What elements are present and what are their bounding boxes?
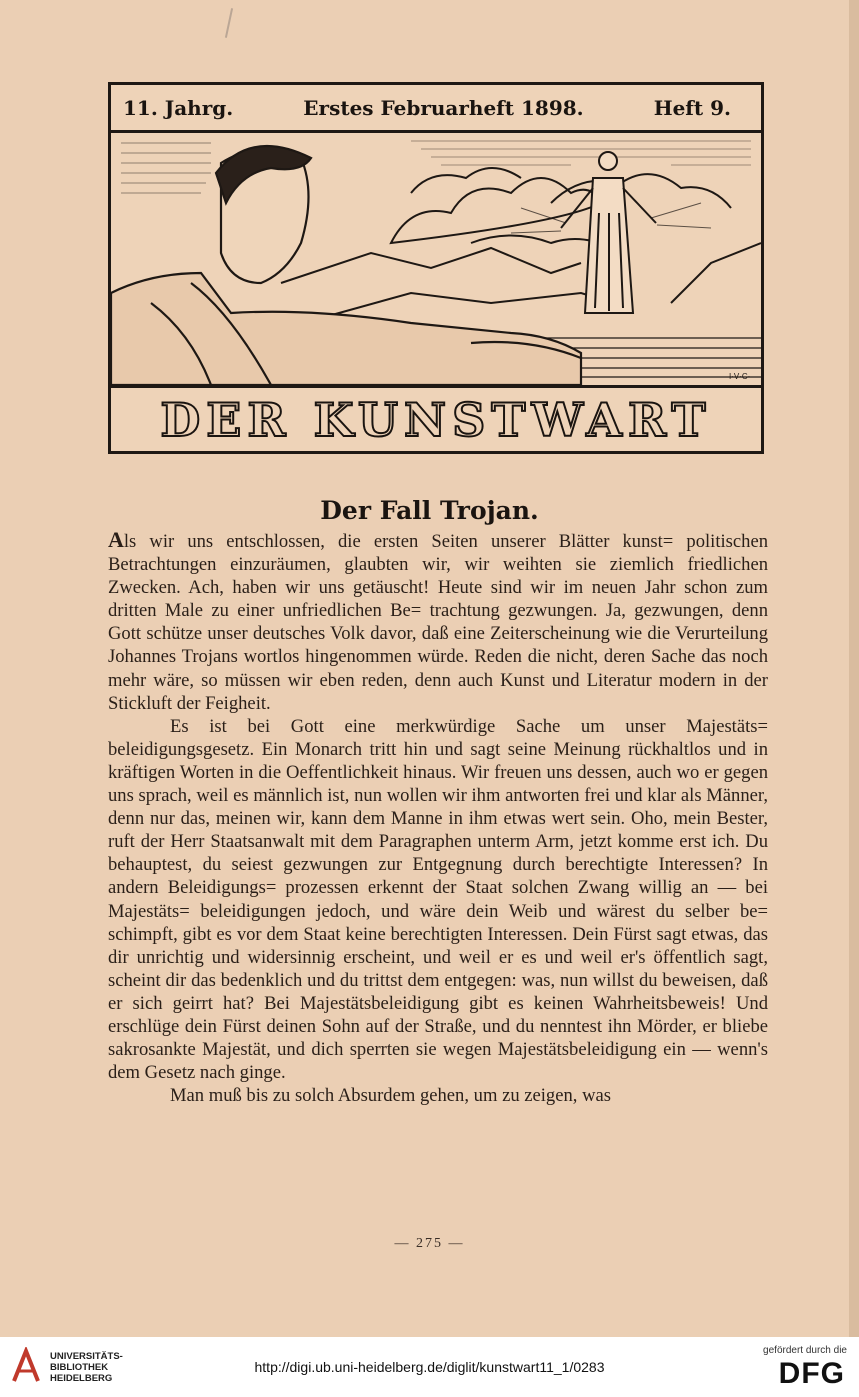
page-number: — 275 — [394, 1236, 465, 1251]
artist-mark: I·V·C· [729, 372, 751, 381]
funding-note: gefördert durch die [763, 1345, 847, 1356]
paragraph-1-text: ls wir uns entschlossen, die ersten Seiten unserer Blätter kunst= politischen Betrachtungen einzuräumen, glaubten wir, wir weihten sie ziemlich friedlichen Zwecken. Ach, haben wir uns getäuscht! Heute sind wir im neuen Jahr schon zum dritten Male zu einer unfriedlichen Be= trachtung gezwungen. Ja, gezwungen, denn Gott schütze unser deutsches Volk davor, daß eine Zeiterscheinung wie die Verurteilung Johannes Trojans wortlos hingenommen würde. Reden die nicht, deren Sache das noch mehr wäre, so müssen wir eben reden, denn auch Kunst und Literatur modern in der Stickluft der Feigheit. [108, 531, 768, 714]
institution-line-2: BIBLIOTHEK [50, 1362, 109, 1373]
paragraph-1 [108, 528, 768, 715]
institution-line-1: UNIVERSITÄTS- [50, 1351, 123, 1362]
volume-label: 11. Jahrg. [123, 95, 234, 120]
journal-title-band [111, 385, 761, 451]
illustration-drawing [111, 133, 761, 385]
footer-bar [0, 1337, 859, 1397]
permalink-url[interactable]: http://digi.ub.uni-heidelberg.de/diglit/kunstwart11_1/0283 [254, 1359, 605, 1375]
journal-title: DER KUNSTWART [160, 392, 712, 447]
issue-number: Heft 9. [653, 95, 731, 120]
article-title: Der Fall Trojan. [320, 496, 539, 525]
dfg-logo: DFG [778, 1357, 845, 1390]
paragraph-3: Man muß bis zu solch Absurdem gehen, um zu zeigen, was [170, 1085, 611, 1107]
scan-edge [849, 0, 859, 1337]
masthead [108, 82, 764, 454]
article-body [108, 528, 768, 1107]
issue-title: Erstes Februarheft 1898. [303, 95, 584, 120]
masthead-header [111, 85, 761, 133]
drop-initial: A [108, 527, 124, 552]
institution-line-3: HEIDELBERG [50, 1373, 113, 1384]
pencil-mark [225, 8, 233, 38]
paragraph-2: Es ist bei Gott eine merkwürdige Sache um unser Majestäts= beleidigungsgesetz. Ein Monarch tritt hin und sagt seine Meinung rückhaltlos und in kräftigen Worten in die Oeffentlichkeit hinaus. Wir freuen uns dessen, auch wo er gegen uns sprach, weil es männlich ist, nun wollen wir ihm antworten frei und klar als Männer, denn nur das, meinen wir, kann dem Manne in ihm etwas wert sein. Oho, mein Bester, ruft der Herr Staatsanwalt mit dem Paragraphen unterm Arm, jetzt komme erst ich. Du behauptest, du seiest gezwungen zur Entgegnung durch berechtigte Interessen? In andern Beleidigungs= prozessen erkennt der Staat solchen Zwang willig an — bei Majestäts= beleidigungen jedoch, und wäre dein Weib und wärest du selber be= schimpft, gibt es vor dem Staat keine berechtigten Interessen. Dein Fürst sagt etwas, das dir unrichtig und widersinnig erscheint, und weil er es und weil er's öffentlich sagt, scheint dir das bedenklich und du trittst dem entgegen: was, nun willst du beweisen, daß er sich geirrt hat? Bei Majestätsbeleidigung gibt es keinen Wahrheitsbeweis! Und erschlüge dein Fürst deinen Sohn auf der Straße, und du nenntest ihn Mörder, er bliebe sakrosankte Majestät, und dich sperrten sie wegen Majestätsbeleidigung ein — wenn's dem Gesetz nach ginge. [108, 715, 768, 1084]
masthead-illustration [111, 133, 761, 385]
